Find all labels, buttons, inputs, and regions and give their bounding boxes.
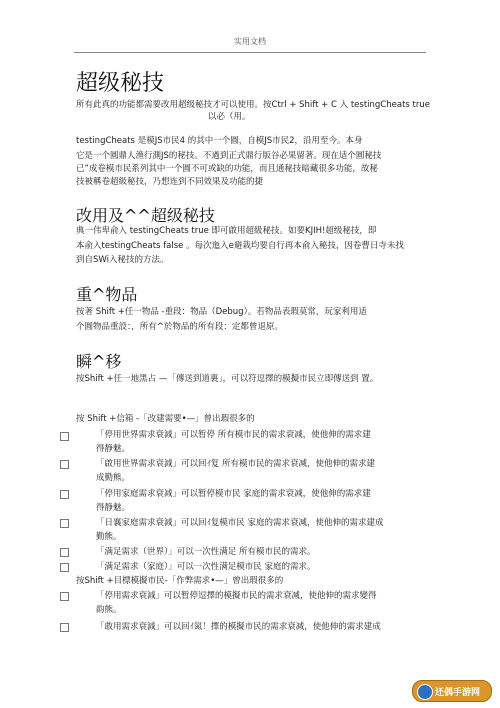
desc-line-1: testingCheats 是模JS市民4 的其中一个圓，自模JS市民2，沿用至今。本身 [76, 136, 363, 146]
section3-line-1: 按Shift +任一地黑占 —「傳送到道裏」，可以符逗擇的模擬市民立即傳送到 置。 [76, 374, 379, 384]
desc-line-3: 已”成卷模市民系列其中一个圓不可或缺的功能，而且通秘技暗藏很多功能，故秘 [76, 164, 378, 174]
mailbox-intro: 按 Shift +信箱 -「改建需要•—」曾出瑕很多的 [76, 414, 255, 424]
section1-line-2: 本俞入testingCheats false 。每次迤入e避栽均要自行再本俞入秘技，因卷曹日寺未找 [76, 241, 404, 251]
list-item-line-1: 「停用世界需求衰減」可以暂停 所有模市民的需求衰减，使他伸的需求建 [96, 430, 371, 440]
list-item-line-2: 得静魅。 [96, 503, 131, 513]
list-item-line-1: 「满足需求（家庭）」可以一次性满足模市民 家庭的需求。 [96, 562, 316, 572]
checkbox[interactable] [60, 623, 69, 632]
page-title: 超级秘技 [76, 71, 165, 96]
checkbox[interactable] [60, 592, 69, 601]
section2-line-1: 按著 Shift +任一物品 -重段：物品（Debug）。若物品表瑕莫常，玩家利用适 [76, 307, 367, 317]
desc-line-4: 技被稱卷超級秘技，乃想连到不同效果及功能的捷 [76, 177, 264, 187]
document-header: 实用文档 [234, 37, 266, 46]
checkbox[interactable] [60, 490, 69, 499]
list-item-line-2: 勤熊。 [96, 532, 122, 542]
section-heading-enable-cheats: 改用及^^超级秘技 [76, 206, 215, 225]
checkbox[interactable] [60, 460, 69, 469]
list-item-line-2: 韵熊。 [96, 605, 122, 615]
list-item-line-2: 成勤熊。 [96, 473, 131, 483]
list-item-line-2: 得静魅。 [96, 444, 131, 454]
target-sim-intro: 按Shift +目標模擬市民-「作弊需求•—」曾出瑕很多的 [76, 576, 284, 586]
checkbox[interactable] [60, 519, 69, 528]
section-heading-reset-objects: 重^物品 [76, 285, 138, 304]
watermark-text: 还偶手游网 [435, 688, 481, 698]
checkbox[interactable] [60, 432, 69, 441]
list-item-line-1: 「停用家庭需求衰减」可以暂停模市民 家庭的需求衰减，使他伸的需求建 [96, 489, 371, 499]
section1-line-3: 到自SWi入秘技的方法。 [76, 255, 169, 265]
header-divider [74, 52, 426, 53]
list-item-line-1: 「敢用需求衰減」可以回ｲ氮！擇的模擬市民的需求衰减，使他伸的需求建成 [96, 622, 381, 632]
checkbox[interactable] [60, 563, 69, 572]
section2-line-2: 个圓物品重設：，所有^於物品的所有段：定都曾退原。 [76, 322, 283, 332]
section-heading-teleport: 瞬^移 [76, 352, 122, 371]
list-item-line-1: 「啟用世界需求衰減」可以回ｲ复 所有模市民的需求衰减，使他伸的需求建 [96, 459, 375, 469]
section1-line-1: 典一伟卑俞入 testingCheats true 即可啟用超級秘技。如要KJIH!超级秘技，即 [76, 226, 377, 236]
list-item-line-1: 「停用需求衰減」可以暂停逗擇的模擬市民的需求衰减，使他伸的需求變得 [96, 591, 377, 601]
list-item-line-1: 「满足需求（世界）」可以一次性满足 所有模市民的需求。 [96, 547, 316, 557]
desc-line-2: 它是一个圓鼎人渔行測JS的秘技。不過到正式鼎行版谷必果留著。现在适个圓秘技 [76, 151, 382, 161]
checkbox[interactable] [60, 548, 69, 557]
game-logo-icon [417, 684, 433, 700]
list-item-line-1: 「日襄家庭需求衰減」可以回ｲ复模市民 家庭的需求衰减，使他伸的需求建成 [96, 518, 384, 528]
intro-line-1: 所有此真的功能都需要改用超级秘技才可以使用。按Ctrl + Shift + C 入 testingCheats true [76, 100, 430, 110]
watermark-logo [412, 680, 492, 702]
intro-line-2: 以必（用。 [208, 112, 251, 122]
